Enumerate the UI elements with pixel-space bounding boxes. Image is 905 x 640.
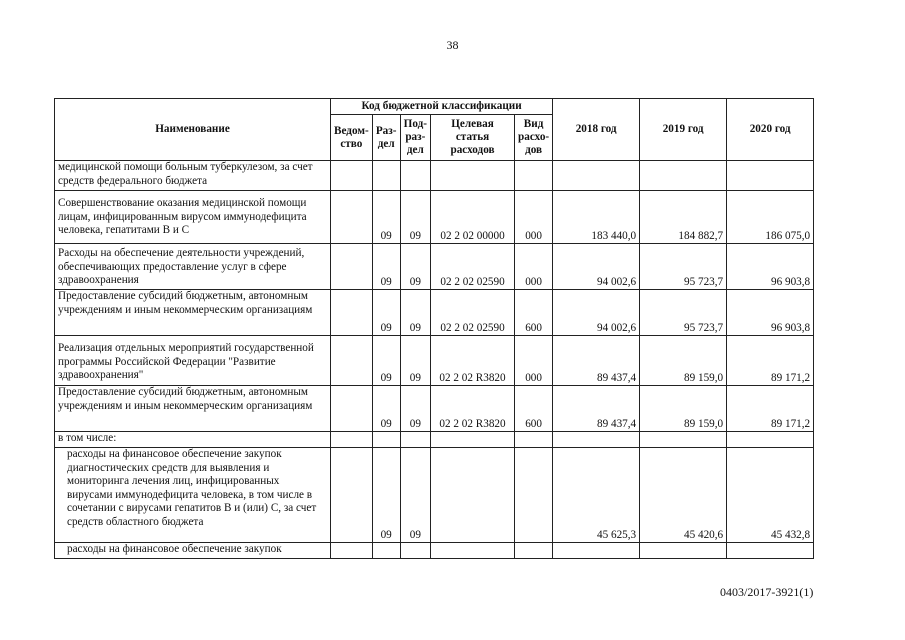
document-code: 0403/2017-3921(1) — [720, 585, 814, 599]
row-name: Реализация отдельных мероприятий государственной программы Российской Федерации "Развитие здравоохранения" — [55, 336, 331, 386]
header-vedomstvo: Ведом-ство — [331, 115, 373, 161]
page-number: 38 — [446, 38, 459, 52]
table-row — [55, 432, 814, 448]
table-row: Предоставление субсидий бюджетным, автономным учреждениям и иным некоммерческим организациям 09 09 02 2 02 02590 600 94 002,6 95 723,7 96 903,8 — [55, 290, 814, 336]
row-name: Предоставление субсидий бюджетным, автономным учреждениям и иным некоммерческим организациям — [55, 290, 331, 336]
table-row: расходы на финансовое обеспечение закупок диагностических средств для выявления и мониторинга лечения лиц, инфицированных вирусами иммунодефицита человека, в том числе в сочетании с вирусами гепатитов В и (или) С, за счет средств областного бюджета 09 09 45 625,3 45 420,6 45 432,8 — [55, 448, 814, 543]
row-name: Предоставление субсидий бюджетным, автономным учреждениям и иным некоммерческим организациям — [55, 386, 331, 432]
budget-table — [54, 98, 814, 559]
header-2019: 2019 год — [640, 99, 727, 161]
header-name: Наименование — [55, 99, 331, 161]
row-name: в том числе: — [55, 432, 331, 448]
table-row: Реализация отдельных мероприятий государственной программы Российской Федерации "Развитие здравоохранения" 09 09 02 2 02 R3820 000 89 437,4 89 159,0 89 171,2 — [55, 336, 814, 386]
row-name: медицинской помощи больным туберкулезом, за счет средств федерального бюджета — [55, 161, 331, 191]
header-code-group: Код бюджетной классификации — [331, 99, 553, 115]
header-2018: 2018 год — [553, 99, 640, 161]
table-row — [55, 161, 814, 191]
row-name: расходы на финансовое обеспечение закупок диагностических средств для выявления и мониторинга лечения лиц, инфицированных вирусами иммунодефицита человека, в том числе в сочетании с вирусами гепатитов В и (или) С, за счет средств областного бюджета — [55, 448, 331, 543]
header-vid: Вид расхо-дов — [515, 115, 553, 161]
header-celevaya: Целевая статья расходов — [431, 115, 515, 161]
row-name: расходы на финансовое обеспечение закупок — [55, 543, 331, 559]
table-row: Расходы на обеспечение деятельности учреждений, обеспечивающих предоставление услуг в сфере здравоохранения 09 09 02 2 02 02590 000 94 002,6 95 723,7 96 903,8 — [55, 244, 814, 290]
row-name: Расходы на обеспечение деятельности учреждений, обеспечивающих предоставление услуг в сфере здравоохранения — [55, 244, 331, 290]
table-row: Предоставление субсидий бюджетным, автономным учреждениям и иным некоммерческим организациям 09 09 02 2 02 R3820 600 89 437,4 89 159,0 89 171,2 — [55, 386, 814, 432]
table-row: Совершенствование оказания медицинской помощи лицам, инфицированным вирусом иммунодефицита человека, гепатитами В и С 09 09 02 2 02 00000 000 183 440,0 184 882,7 186 075,0 — [55, 191, 814, 244]
row-name: Совершенствование оказания медицинской помощи лицам, инфицированным вирусом иммунодефицита человека, гепатитами В и С — [55, 191, 331, 244]
header-2020: 2020 год — [727, 99, 814, 161]
header-razdel: Раз-дел — [372, 115, 400, 161]
table-row — [55, 543, 814, 559]
header-podrazdel: Под-раз-дел — [400, 115, 430, 161]
